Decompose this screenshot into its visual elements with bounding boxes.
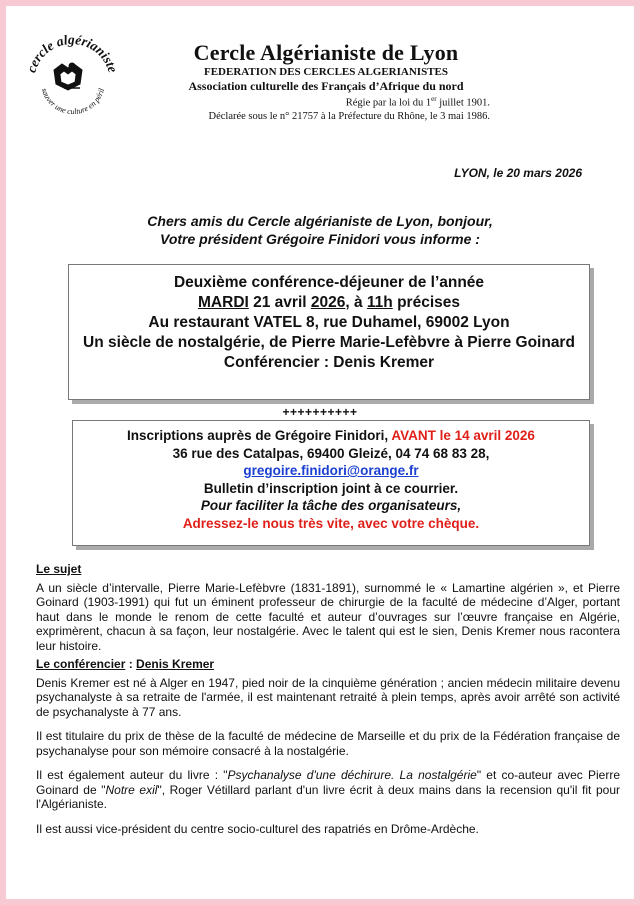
contact-address: 36 rue des Catalpas, 69400 Gleizé, 04 74 68 83 28, — [172, 445, 490, 461]
sujet-paragraph: A un siècle d’intervalle, Pierre Marie-Lefèbvre (1831-1891), surnommé le « Lamartine algérien », et Pierre Goinard (1903-1991) qui fut un éminent professeur de chirurgie de la faculté de médecine d’Alger, portant haut dans le monde le renom de cette faculté et auteur d’ouvrages sur l’œuvre française en Algérie, exprimèrent, chacun à sa façon, leur nostalgérie. Avec le talent qui est le sien, Denis Kremer nous racontera leur histoire. — [36, 580, 620, 653]
event-topic: Un siècle de nostalgérie, de Pierre Marie-Lefèbvre à Pierre Goinard — [83, 334, 575, 351]
event-date: MARDI 21 avril 2026, à 11h précises — [198, 294, 460, 311]
separator: ++++++++++ — [282, 405, 358, 419]
inscription-line: Inscriptions auprès de Grégoire Finidori, AVANT le 14 avril 2026 — [127, 428, 535, 443]
logo-arc-bottom-text: sauver une culture en péril — [39, 87, 107, 117]
organization-title: Cercle Algérianiste de Lyon — [193, 40, 459, 65]
conferencier-paragraph-1: Denis Kremer est né à Alger en 1947, pied noir de la cinquième génération ; ancien médecin militaire devenu psychanalyste à sa retraite de l'armée, il est maintenant retraité à plein temps, après avoir arrêté son activité de psychanalyste à 77 ans. — [36, 675, 620, 719]
inscription-box — [72, 420, 590, 546]
conferencier-paragraph-3: Il est également auteur du livre : "Psychanalyse d'une déchirure. La nostalgérie" et co-auteur avec Pierre Goinard de "Notre exil", Roger Vétillard parlant d'un livre écrit à deux mains dans la recension qu'il fit pour l'Algérianiste. — [36, 768, 621, 811]
letter-body — [36, 562, 620, 840]
declaration-line: Déclarée sous le n° 21757 à la Préfecture du Rhône, le 3 mai 1986. — [208, 110, 490, 122]
email-link[interactable]: gregoire.finidori@orange.fr — [243, 463, 419, 478]
conferencier-paragraph-2: Il est titulaire du prix de thèse de la faculté de médecine de Marseille et du prix de la Fédération française de psychanalyse pour son mémoire consacré à la nostalgérie. — [36, 729, 620, 758]
greeting — [6, 212, 634, 248]
bulletin-note: Bulletin d’inscription joint à ce courrier. — [203, 480, 459, 496]
regie-line: Régie par la loi du 1er juillet 1901. — [345, 95, 490, 109]
event-venue: Au restaurant VATEL 8, rue Duhamel, 69002 Lyon — [148, 314, 510, 331]
greeting-line-2: Votre président Grégoire Finidori vous informe : — [160, 231, 480, 247]
event-speaker: Conférencier : Denis Kremer — [223, 354, 435, 371]
conferencier-heading: Le conférencier : Denis Kremer — [36, 657, 215, 671]
sujet-heading: Le sujet — [36, 562, 82, 576]
association-logo — [20, 26, 124, 126]
logo-arc-top-text: cercle algérianiste — [23, 31, 121, 75]
faciliter-note: Pour faciliter la tâche des organisateurs, — [200, 498, 462, 513]
svg-text:sauver une culture en péril — [40, 87, 107, 117]
association-description: Association culturelle des Français d’Afrique du nord — [188, 79, 464, 93]
conferencier-paragraph-4: Il est aussi vice-président du centre socio-culturel des rapatriés en Drôme-Ardèche. — [36, 821, 479, 836]
letter-date: LYON, le 20 mars 2026 — [454, 166, 582, 180]
event-title: Deuxième conférence-déjeuner de l’année — [173, 274, 485, 291]
federation-name: FEDERATION DES CERCLES ALGERIANISTES — [203, 66, 448, 78]
adressez-note: Adressez-le nous très vite, avec votre chèque. — [182, 515, 480, 531]
letter-page — [6, 6, 634, 899]
letterhead — [156, 40, 496, 123]
greeting-line-1: Chers amis du Cercle algérianiste de Lyon, bonjour, — [147, 213, 493, 229]
event-box — [68, 264, 590, 400]
